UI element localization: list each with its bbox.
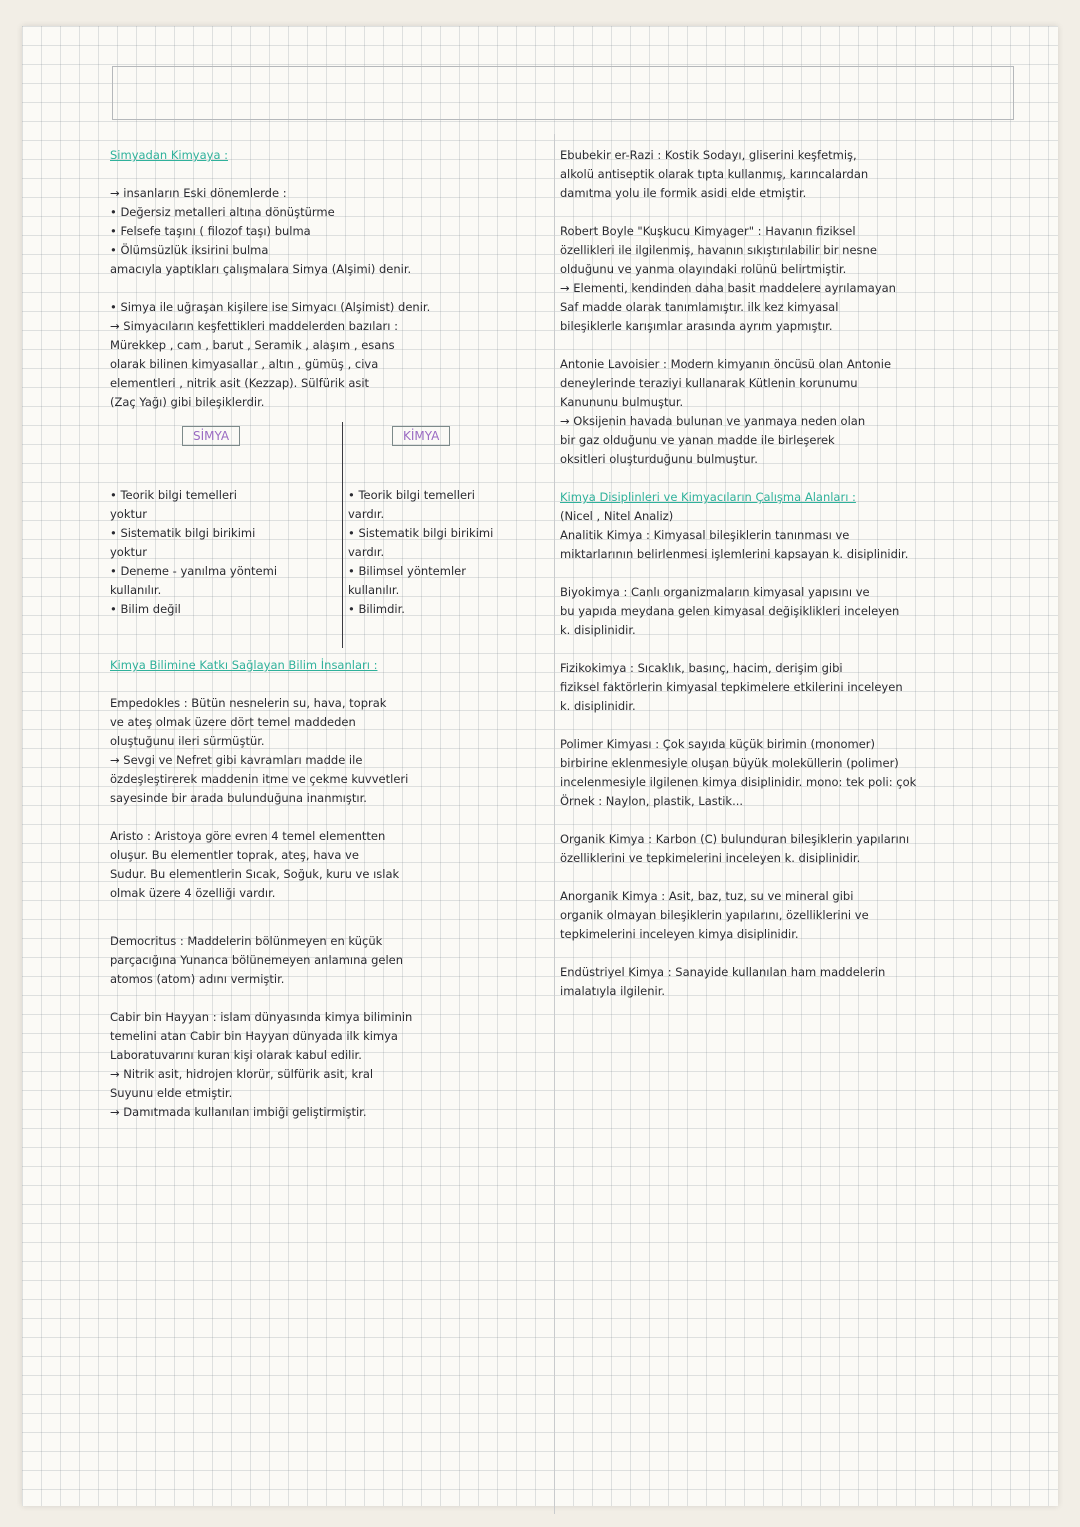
cabir-line: Cabir bin Hayyan : islam dünyasında kimya biliminin	[110, 1010, 413, 1024]
anorganik-line: Anorganik Kimya : Asit, baz, tuz, su ve mineral gibi	[560, 889, 854, 903]
kimya-item: • Teorik bilgi temelleri	[348, 488, 475, 502]
polimer-line: incelenmesiyle ilgilenen kimya disiplinidir. mono: tek poli: çok	[560, 775, 917, 789]
polimer-line: Polimer Kimyası : Çok sayıda küçük birimin (monomer)	[560, 737, 876, 751]
razi-line: Ebubekir er-Razi : Kostik Sodayı, gliserini keşfetmiş,	[560, 148, 857, 162]
kimya-column	[348, 486, 538, 619]
anorganik-line: organik olmayan bileşiklerin yapılarını, özelliklerini ve	[560, 908, 869, 922]
democritus-line: parçacığına Yunanca bölünemeyen anlamına gelen	[110, 953, 404, 967]
boyle-block	[560, 222, 1020, 336]
aristo-line: Aristo : Aristoya göre evren 4 temel elementten	[110, 829, 386, 843]
simya-item: • Bilim değil	[110, 602, 181, 616]
simya-kimya-comparison-table	[110, 426, 545, 656]
lavoisier-line: oksitleri oluşturduğunu bulmuştur.	[560, 452, 758, 466]
analitik-line: (Nicel , Nitel Analiz)	[560, 509, 674, 523]
simya-item: kullanılır.	[110, 583, 162, 597]
intro-line: olarak bilinen kimyasallar , altın , gümüş , civa	[110, 357, 379, 371]
empedokles-line: → Sevgi ve Nefret gibi kavramları madde ile	[110, 753, 363, 767]
lavoisier-line: bir gaz olduğunu ve yanan madde ile birleşerek	[560, 433, 835, 447]
boyle-line: olduğunu ve yanma olayındaki rolünü belirtmiştir.	[560, 262, 847, 276]
endustriyel-line: Endüstriyel Kimya : Sanayide kullanılan ham maddelerin	[560, 965, 886, 979]
boyle-line: Saf madde olarak tanımlamıştır. ilk kez kimyasal	[560, 300, 839, 314]
simya-item: • Teorik bilgi temelleri	[110, 488, 237, 502]
polimer-line: Örnek : Naylon, plastik, Lastik...	[560, 794, 744, 808]
endustriyel-block	[560, 963, 1020, 1001]
simya-item: • Deneme - yanılma yöntemi	[110, 564, 278, 578]
organik-line: özelliklerini ve tepkimelerini inceleyen k. disiplinidir.	[560, 851, 861, 865]
democritus-line: Democritus : Maddelerin bölünmeyen en küçük	[110, 934, 383, 948]
kimya-item: vardır.	[348, 507, 385, 521]
fizikokimya-line: Fizikokimya : Sıcaklık, basınç, hacim, derişim gibi	[560, 661, 843, 675]
cabir-line: temelini atan Cabir bin Hayyan dünyada ilk kimya	[110, 1029, 398, 1043]
lavoisier-line: deneylerinde teraziyi kullanarak Kütlenin korunumu	[560, 376, 858, 390]
lavoisier-line: → Oksijenin havada bulunan ve yanmaya neden olan	[560, 414, 866, 428]
boyle-line: Robert Boyle "Kuşkucu Kimyager" : Havanın fiziksel	[560, 224, 856, 238]
analitik-line: Analitik Kimya : Kimyasal bileşiklerin tanınması ve	[560, 528, 850, 542]
boyle-line: → Elementi, kendinden daha basit maddelere ayrılamayan	[560, 281, 896, 295]
boyle-line: özellikleri ile ilgilenmiş, havanın sıkıştırılabilir bir nesne	[560, 243, 877, 257]
lavoisier-line: Antonie Lavoisier : Modern kimyanın öncüsü olan Antonie	[560, 357, 892, 371]
cabir-line: Suyunu elde etmiştir.	[110, 1086, 233, 1100]
fizikokimya-block	[560, 659, 1020, 716]
aristo-line: olmak üzere 4 özelliği vardır.	[110, 886, 276, 900]
biyokimya-line: Biyokimya : Canlı organizmaların kimyasal yapısını ve	[560, 585, 870, 599]
aristo-line: Sudur. Bu elementlerin Sıcak, Soğuk, kuru ve ıslak	[110, 867, 400, 881]
table-divider	[342, 422, 343, 648]
kimya-item: • Bilimsel yöntemler	[348, 564, 466, 578]
left-column	[110, 146, 545, 1122]
razi-line: alkolü antiseptik olarak tıpta kullanmış, karıncalardan	[560, 167, 869, 181]
simya-item: yoktur	[110, 545, 148, 559]
fizikokimya-line: fiziksel faktörlerin kimyasal tepkimelere etkilerini inceleyen	[560, 680, 903, 694]
biyokimya-line: k. disiplinidir.	[560, 623, 636, 637]
empedokles-line: Empedokles : Bütün nesnelerin su, hava, toprak	[110, 696, 387, 710]
razi-line: damıtma yolu ile formik asidi elde etmiştir.	[560, 186, 807, 200]
lavoisier-line: Kanununu bulmuştur.	[560, 395, 684, 409]
intro-line: • Değersiz metalleri altına dönüştürme	[110, 205, 335, 219]
disciplines-title: Kimya Disiplinleri ve Kimyacıların Çalışma Alanları :	[560, 490, 856, 504]
anorganik-block	[560, 887, 1020, 944]
cabir-line: → Damıtmada kullanılan imbiği geliştirmiştir.	[110, 1105, 367, 1119]
boyle-line: bileşiklerle karışımlar arasında ayrım yapmıştır.	[560, 319, 833, 333]
cabir-line: Laboratuvarını kuran kişi olarak kabul edilir.	[110, 1048, 362, 1062]
intro-line: • Simya ile uğraşan kişilere ise Simyacı (Alşimist) denir.	[110, 300, 431, 314]
intro-line: (Zaç Yağı) gibi bileşiklerdir.	[110, 395, 265, 409]
intro-line: • Ölümsüzlük iksirini bulma	[110, 243, 269, 257]
title-simyadan-kimyaya: Simyadan Kimyaya :	[110, 148, 229, 162]
anorganik-line: tepkimelerini inceleyen kimya disiplinidir.	[560, 927, 799, 941]
right-column	[560, 146, 1020, 1001]
notebook-page	[22, 26, 1058, 1506]
razi-block	[560, 146, 1020, 203]
intro-line	[110, 279, 545, 298]
fizikokimya-line: k. disiplinidir.	[560, 699, 636, 713]
lavoisier-block	[560, 355, 1020, 469]
intro-line: • Felsefe taşını ( filozof taşı) bulma	[110, 224, 311, 238]
cabir-line: → Nitrik asit, hidrojen klorür, sülfürik asit, kral	[110, 1067, 374, 1081]
intro-line: Mürekkep , cam , barut , Seramik , alaşım , esans	[110, 338, 395, 352]
empedokles-line: sayesinde bir arada bulunduğuna inanmıştır.	[110, 791, 367, 805]
democritus-line: atomos (atom) adını vermiştir.	[110, 972, 285, 986]
section-bilim-insanlari-title: Kimya Bilimine Katkı Sağlayan Bilim İnsanları :	[110, 658, 378, 672]
biyokimya-block	[560, 583, 1020, 640]
endustriyel-line: imalatıyla ilgilenir.	[560, 984, 666, 998]
intro-line: elementleri , nitrik asit (Kezzap). Sülfürik asit	[110, 376, 370, 390]
polimer-block	[560, 735, 1020, 811]
organik-block	[560, 830, 1020, 868]
intro-line: → Simyacıların keşfettikleri maddelerden bazıları :	[110, 319, 398, 333]
kimya-item: • Sistematik bilgi birikimi	[348, 526, 494, 540]
column-divider	[554, 134, 555, 1514]
analitik-line: miktarlarının belirlenmesi işlemlerini kapsayan k. disiplinidir.	[560, 547, 909, 561]
simya-column	[110, 486, 338, 619]
polimer-line: birbirine eklenmesiyle oluşan büyük moleküllerin (polimer)	[560, 756, 899, 770]
empedokles-line: özdeşleştirerek maddenin itme ve çekme kuvvetleri	[110, 772, 409, 786]
organik-line: Organik Kimya : Karbon (C) bulunduran bileşiklerin yapılarını	[560, 832, 910, 846]
cabir-block	[110, 1008, 545, 1122]
kimya-header: KİMYA	[392, 426, 450, 446]
aristo-line: oluşur. Bu elementler toprak, ateş, hava ve	[110, 848, 359, 862]
intro-line: amacıyla yaptıkları çalışmalara Simya (Alşimi) denir.	[110, 262, 412, 276]
empedokles-block	[110, 694, 545, 808]
analitik-block	[560, 507, 1020, 564]
kimya-item: kullanılır.	[348, 583, 400, 597]
intro-line: → insanların Eski dönemlerde :	[110, 186, 287, 200]
aristo-block	[110, 827, 545, 903]
biyokimya-line: bu yapıda meydana gelen kimyasal değişiklikleri inceleyen	[560, 604, 900, 618]
simya-header: SİMYA	[182, 426, 240, 446]
democritus-block	[110, 932, 545, 989]
intro-block	[110, 184, 545, 412]
kimya-item: vardır.	[348, 545, 385, 559]
empedokles-line: ve ateş olmak üzere dört temel maddeden	[110, 715, 356, 729]
empedokles-line: oluştuğunu ileri sürmüştür.	[110, 734, 265, 748]
simya-item: yoktur	[110, 507, 148, 521]
kimya-item: • Bilimdir.	[348, 602, 405, 616]
header-box	[112, 66, 1014, 120]
simya-item: • Sistematik bilgi birikimi	[110, 526, 256, 540]
